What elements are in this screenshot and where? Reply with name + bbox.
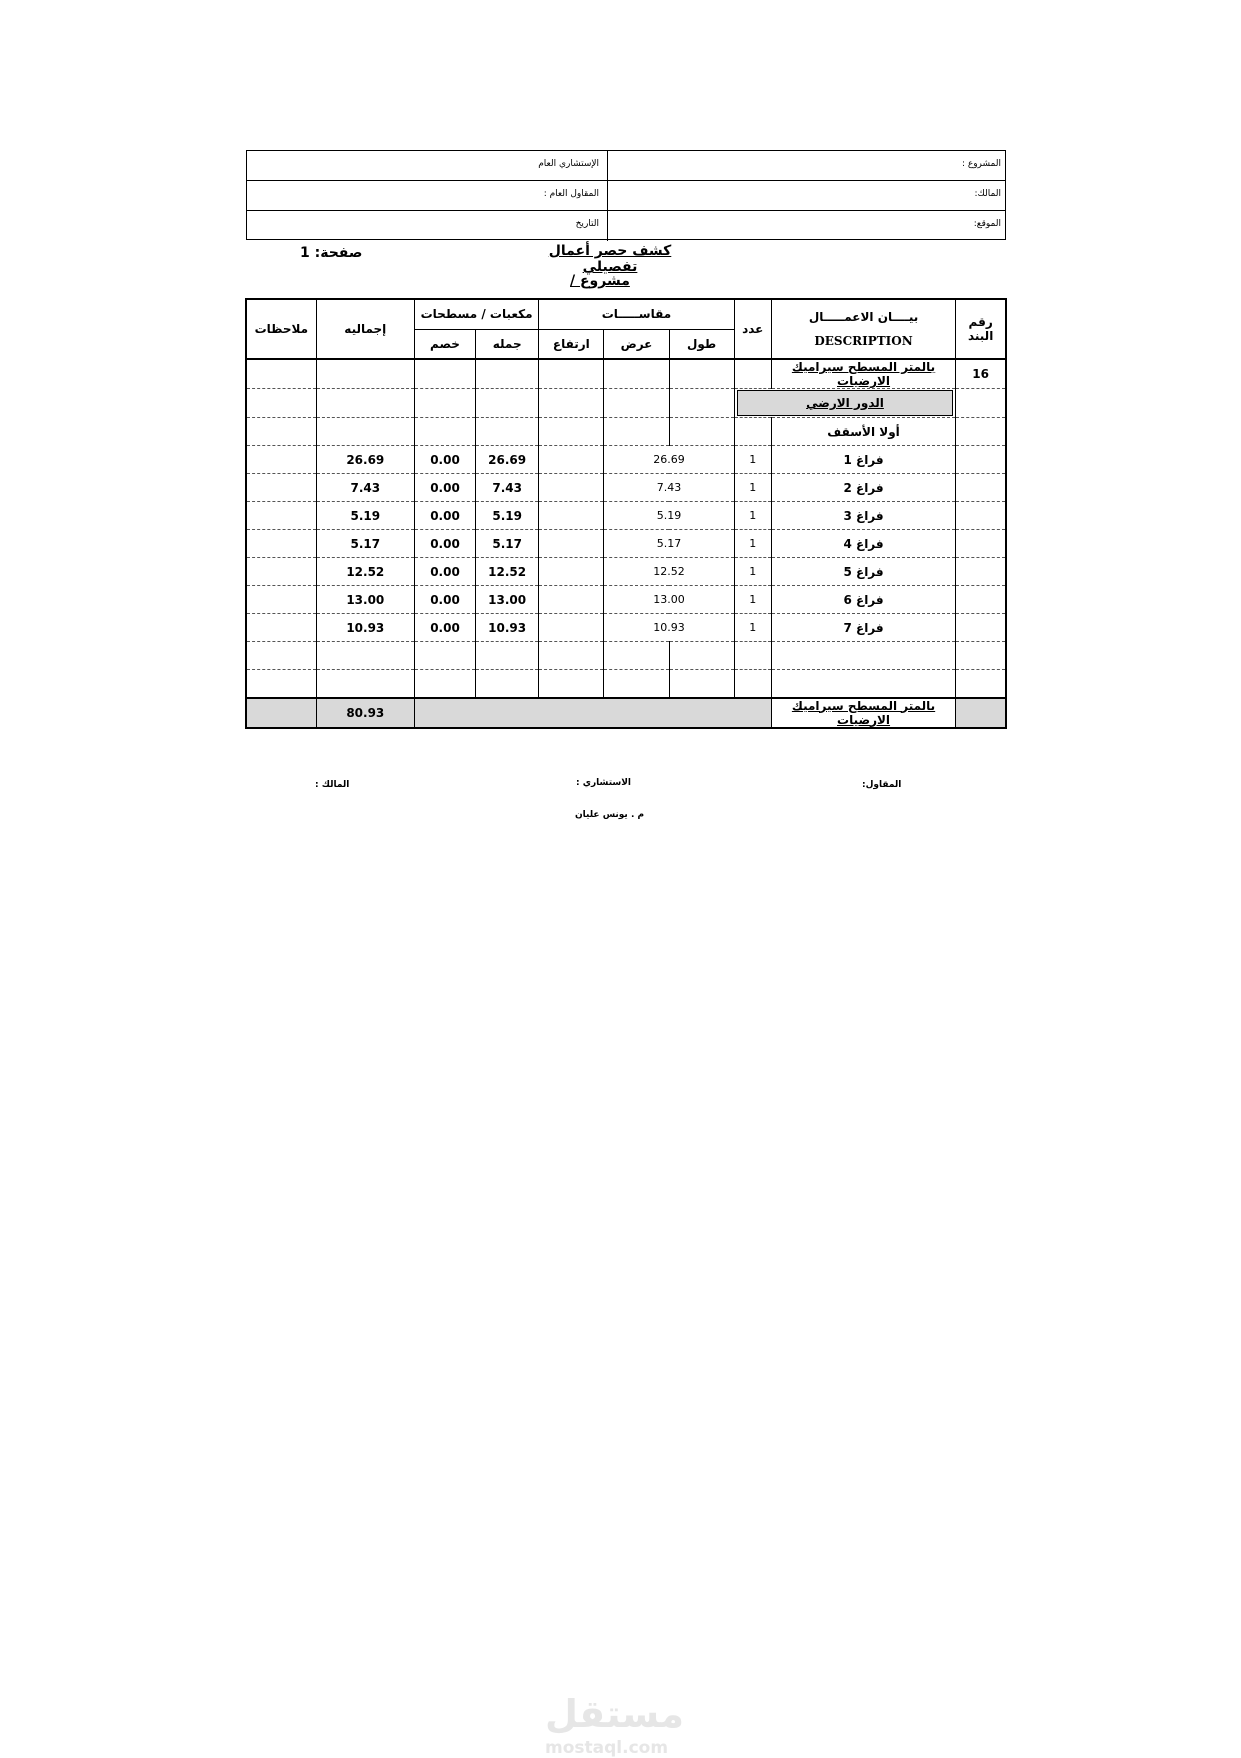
table-row	[246, 530, 1006, 558]
row-description: فراغ 6	[771, 586, 955, 614]
row-total: 13.00	[476, 586, 539, 614]
row-description: فراغ 1	[771, 446, 955, 474]
row-total: 12.52	[476, 558, 539, 586]
row-deduction: 0.00	[414, 530, 475, 558]
header-total: جمله	[476, 329, 539, 359]
row-net-total: 13.00	[316, 586, 414, 614]
row-total: 7.43	[476, 474, 539, 502]
table-row	[246, 586, 1006, 614]
header-dimensions: مقاســـــات	[539, 299, 734, 329]
row-net-total: 12.52	[316, 558, 414, 586]
row-description: فراغ 4	[771, 530, 955, 558]
table-row-ceiling	[246, 418, 1006, 446]
watermark-logo: مستقل	[545, 1692, 684, 1736]
row-description: فراغ 3	[771, 502, 955, 530]
table-row-total	[246, 698, 1006, 728]
row-net-total: 5.19	[316, 502, 414, 530]
row-dimension: 5.17	[604, 530, 734, 558]
header-width: عرض	[604, 329, 669, 359]
row-net-total: 7.43	[316, 474, 414, 502]
info-row-location	[247, 211, 1005, 241]
header-notes: ملاحظات	[246, 299, 316, 359]
footer-description: بالمتر المسطح سيراميك الارضيات	[771, 698, 955, 728]
row-count: 1	[734, 502, 771, 530]
table-row	[246, 502, 1006, 530]
row-deduction: 0.00	[414, 502, 475, 530]
table-row	[246, 614, 1006, 642]
watermark-text: mostaql.com	[545, 1738, 669, 1758]
owner-signature-label: المالك :	[315, 780, 350, 790]
row-dimension: 12.52	[604, 558, 734, 586]
grand-total-value: 80.93	[316, 698, 414, 728]
table-row-empty	[246, 642, 1006, 670]
row-total: 10.93	[476, 614, 539, 642]
contractor-signature-label: المقاول:	[862, 780, 902, 790]
row-deduction: 0.00	[414, 474, 475, 502]
row-dimension: 26.69	[604, 446, 734, 474]
row-deduction: 0.00	[414, 558, 475, 586]
contractor-label: المقاول العام :	[543, 189, 599, 199]
row-description: فراغ 5	[771, 558, 955, 586]
info-row-owner	[247, 181, 1005, 211]
header-net-total: إجماليه	[316, 299, 414, 359]
row-total: 5.19	[476, 502, 539, 530]
row-count: 1	[734, 530, 771, 558]
header-length: طول	[669, 329, 734, 359]
row-deduction: 0.00	[414, 446, 475, 474]
item-number: 16	[956, 359, 1006, 389]
row-count: 1	[734, 474, 771, 502]
document-title: كشف حصر أعمال تفصيلي	[548, 243, 672, 275]
info-row-project	[247, 151, 1005, 181]
header-description	[771, 299, 955, 359]
row-net-total: 26.69	[316, 446, 414, 474]
row-total: 26.69	[476, 446, 539, 474]
table-row-item	[246, 359, 1006, 389]
row-net-total: 5.17	[316, 530, 414, 558]
header-count: عدد	[734, 299, 771, 359]
project-info-box	[246, 150, 1006, 240]
header-description-en: DESCRIPTION	[814, 334, 913, 348]
row-description: فراغ 2	[771, 474, 955, 502]
item-description: بالمتر المسطح سيراميك الارضيات	[771, 359, 955, 389]
table-row	[246, 558, 1006, 586]
table-row	[246, 446, 1006, 474]
row-deduction: 0.00	[414, 614, 475, 642]
row-count: 1	[734, 614, 771, 642]
row-count: 1	[734, 446, 771, 474]
row-dimension: 10.93	[604, 614, 734, 642]
consultant-signature-label: الاستشاري :	[576, 778, 632, 788]
header-volumes-areas: مكعبات / مسطحات	[414, 299, 538, 329]
table-row	[246, 474, 1006, 502]
table-row-floor	[246, 389, 1006, 418]
location-label: الموقع:	[973, 219, 1001, 229]
consultant-label: الإستشاري العام	[538, 159, 599, 169]
floor-label: الدور الارضي	[737, 390, 954, 416]
header-item-no: رقم البند	[956, 299, 1006, 359]
row-deduction: 0.00	[414, 586, 475, 614]
row-net-total: 10.93	[316, 614, 414, 642]
table-row-empty	[246, 670, 1006, 698]
date-label: التاريخ	[575, 219, 599, 229]
header-deduction: خصم	[414, 329, 475, 359]
owner-label: المالك:	[974, 189, 1001, 199]
project-label: المشروع :	[961, 159, 1001, 169]
row-total: 5.17	[476, 530, 539, 558]
row-dimension: 13.00	[604, 586, 734, 614]
engineer-name: م . يونس عليان	[575, 810, 645, 820]
ceiling-label: أولا الأسقف	[771, 418, 955, 446]
row-count: 1	[734, 586, 771, 614]
row-count: 1	[734, 558, 771, 586]
row-dimension: 7.43	[604, 474, 734, 502]
page-number: صفحة: 1	[300, 245, 363, 261]
quantity-table	[245, 298, 1007, 729]
row-description: فراغ 7	[771, 614, 955, 642]
header-height: ارتفاع	[539, 329, 604, 359]
row-dimension: 5.19	[604, 502, 734, 530]
project-subtitle: مشروع /	[570, 273, 630, 289]
header-description-ar: بيــــان الاعمـــــال	[808, 310, 919, 324]
